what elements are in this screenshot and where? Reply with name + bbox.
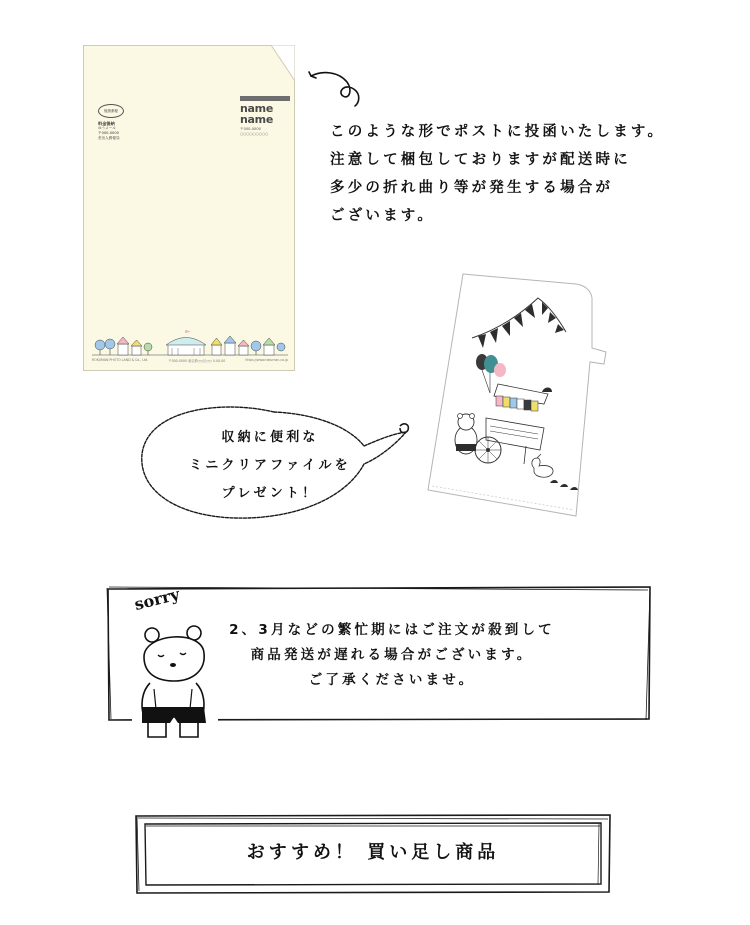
bubble-text-line: ミニクリアファイルを <box>189 458 351 473</box>
envelope-stamp-label: 料金後納 <box>98 121 115 126</box>
bubble-text-line: プレゼント！ <box>221 486 319 501</box>
envelope-footer-mid: 〒000-0000 東京都○○区○○ 0-00-00 <box>168 359 226 363</box>
envelope-image <box>83 45 295 371</box>
envelope-footer-right: https://www.rokuman.co.jp <box>245 358 288 362</box>
sorry-text <box>212 618 572 693</box>
envelope-name-sub: 〒000-0000 ○○○○○○○○○ <box>240 127 269 136</box>
bubble-text <box>145 424 395 508</box>
bubble-text-line: 収納に便利な <box>221 430 319 445</box>
envelope-name-bar <box>240 96 290 101</box>
envelope-stamp <box>98 104 130 150</box>
curly-arrow-icon <box>305 60 365 110</box>
envelope-name-block <box>240 96 290 136</box>
envelope-name-line: name <box>240 113 273 126</box>
envelope-flap <box>271 45 295 81</box>
envelope-footer-left: ROKUMAN PHOTO LAND & Co., Ltd. <box>92 358 149 362</box>
sorry-label: sorry <box>132 584 182 614</box>
envelope-caption-line: このような形でポストに投函いたします。 <box>330 124 666 140</box>
envelope-footer <box>92 358 288 363</box>
envelope-caption <box>330 118 665 230</box>
envelope-caption-line: 注意して梱包しておりますが配送時に <box>330 152 631 168</box>
envelope-caption-line: 多少の折れ曲り等が発生する場合が <box>330 180 614 196</box>
clear-file-illustration <box>426 268 616 523</box>
envelope-stamp-line: 〒000-0000 <box>98 131 119 135</box>
envelope-caption-line: ございます。 <box>330 208 436 224</box>
sorry-text-line: 商品発送が遅れる場合がございます。 <box>250 647 534 663</box>
recommend-title: おすすめ！ 買い足し商品 <box>246 842 500 863</box>
envelope-town-illustration <box>92 330 288 356</box>
envelope-stamp-line: 差出人郵便局 <box>98 136 120 140</box>
sorry-text-line: 2、3月などの繁忙期にはご注文が殺到して <box>229 622 555 638</box>
sorry-text-line: ご了承くださいませ。 <box>308 672 476 688</box>
sorry-bear-icon <box>132 605 218 745</box>
envelope-stamp-line: ゆうメール <box>98 126 116 130</box>
envelope-name-line: name <box>240 102 273 115</box>
envelope-postmark: 後納郵便 <box>98 104 124 118</box>
